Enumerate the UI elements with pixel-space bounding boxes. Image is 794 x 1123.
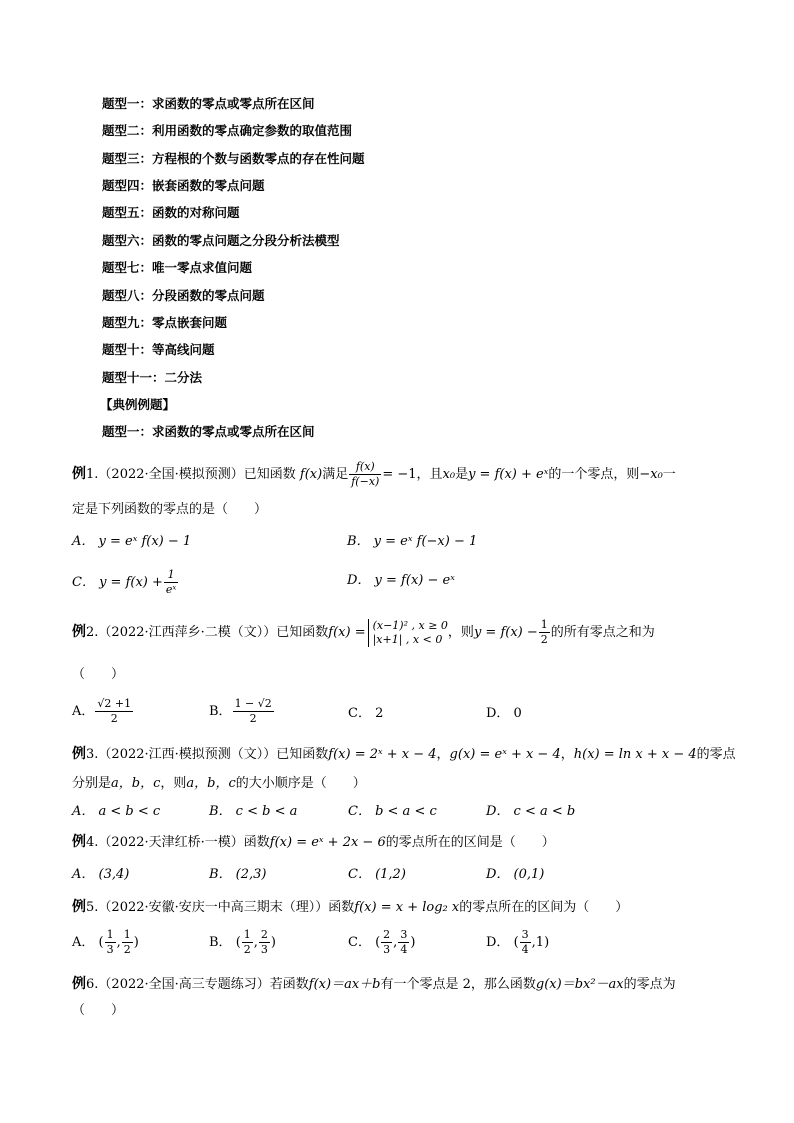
example-3-line2 bbox=[72, 775, 366, 793]
question-text: 是 bbox=[455, 467, 469, 482]
question-text: 分别是 bbox=[72, 776, 112, 791]
topic-11: 题型十一：二分法 bbox=[102, 370, 203, 385]
example-1-option-b[interactable]: B． y = eˣ f(−x) − 1 bbox=[347, 534, 478, 549]
fraction-denominator: 3 bbox=[383, 943, 391, 956]
example-4-question: 例4.（2022·天津红桥·一模）函数f(x) = eˣ + 2x − 6的零点所在的区间是（ ） bbox=[72, 834, 555, 850]
fraction bbox=[259, 928, 270, 957]
topic-10: 题型十：等高线问题 bbox=[102, 342, 215, 357]
example-number: 5 bbox=[86, 900, 95, 915]
math-expression: f(x)＝ax＋b bbox=[308, 977, 381, 992]
question-text: 的一个零点，则 bbox=[548, 467, 640, 482]
example-label: 例 bbox=[72, 466, 86, 482]
example-6-question: 例6.（2022·全国·高三专题练习）若函数f(x)＝ax＋b有一个零点是 2，那么函数g(x)＝bx²－ax的零点为 bbox=[72, 976, 676, 992]
fraction-denominator: 2 bbox=[123, 943, 131, 956]
fraction-numerator: 1 − √2 bbox=[234, 697, 272, 710]
example-3-question: 例3.（2022·江西·模拟预测（文））已知函数f(x) = 2ˣ + x − 4，g(x) = eˣ + x − 4，h(x) = ln x + x − 4的零点 bbox=[72, 746, 736, 762]
example-6-line2: （ ） bbox=[72, 1003, 125, 1018]
fraction-denominator: 4 bbox=[400, 943, 408, 956]
math-expression: y = f(x) − bbox=[473, 625, 538, 640]
section-heading: 【典例例题】 bbox=[100, 397, 176, 412]
example-3-option-d[interactable]: D． c < a < b bbox=[486, 804, 576, 819]
fraction-denominator: 2 bbox=[249, 712, 257, 725]
math-expression: f(x) = 2ˣ + x − 4 bbox=[328, 747, 437, 762]
example-4-option-a[interactable]: A． (3,4) bbox=[72, 867, 130, 882]
example-5-option-b[interactable]: B． ( $\frac{1}{2}$ , $\frac{2}{3}$ ) bbox=[209, 928, 276, 956]
fraction bbox=[381, 928, 392, 957]
example-5-option-a[interactable]: A． ( $\frac{1}{3}$ , $\frac{1}{2}$ ) bbox=[72, 928, 139, 956]
example-1-option-c[interactable] bbox=[72, 568, 179, 597]
fraction bbox=[349, 460, 381, 489]
fraction-numerator: 1 bbox=[123, 928, 131, 941]
question-text: （2022·全国·模拟预测）已知函数 bbox=[98, 467, 296, 482]
example-5-question: 例5.（2022·安徽·安庆一中高三期末（理））函数f(x) = x + log₂ x的零点所在的区间为（ ） bbox=[72, 899, 629, 915]
question-text: = −1，且 bbox=[382, 467, 443, 482]
fraction-numerator: 1 bbox=[106, 928, 114, 941]
question-text: 的大小顺序是（ ） bbox=[235, 776, 366, 791]
case-1: (x−1)² , x ≥ 0 bbox=[372, 618, 448, 632]
section-topic: 题型一：求函数的零点或零点所在区间 bbox=[102, 424, 315, 439]
case-2: |x+1| , x < 0 bbox=[372, 632, 443, 646]
fraction bbox=[105, 928, 116, 957]
fraction bbox=[95, 697, 133, 726]
topic-4: 题型四：嵌套函数的零点问题 bbox=[102, 178, 265, 193]
math-expression: f(x) = eˣ + 2x − 6 bbox=[269, 835, 386, 850]
math-expression: f(x) = x + log₂ x bbox=[354, 900, 460, 915]
example-number: 2 bbox=[86, 625, 95, 640]
question-text: 的零点 bbox=[696, 747, 736, 762]
question-text: 的零点所在的区间是（ ） bbox=[385, 835, 555, 850]
math-expression: f(x) = bbox=[328, 625, 366, 640]
example-4-option-d[interactable]: D． (0,1) bbox=[486, 867, 545, 882]
option-text: C． y = f(x) + bbox=[72, 575, 163, 590]
example-2-option-a[interactable] bbox=[72, 697, 134, 726]
question-text: 满足 bbox=[322, 467, 349, 482]
question-text: ，则 bbox=[447, 625, 474, 640]
question-text: （2022·江西·模拟预测（文））已知函数 bbox=[98, 747, 329, 762]
example-2-line2: （ ） bbox=[72, 667, 125, 682]
option-text: A． bbox=[72, 935, 95, 950]
fraction-denominator: f(−x) bbox=[351, 475, 380, 488]
question-text: 的零点所在的区间为（ ） bbox=[459, 900, 629, 915]
fraction-numerator: 1 bbox=[164, 568, 178, 583]
example-label: 例 bbox=[72, 624, 86, 640]
fraction-denominator: eˣ bbox=[165, 583, 177, 596]
example-1-option-d[interactable]: D． y = f(x) − eˣ bbox=[347, 573, 455, 588]
question-text: 一 bbox=[662, 467, 676, 482]
fraction bbox=[520, 928, 531, 957]
example-3-option-b[interactable]: B． c < b < a bbox=[209, 804, 298, 819]
example-number: 6 bbox=[86, 977, 95, 992]
piecewise-cases bbox=[368, 619, 448, 647]
option-text: B． bbox=[209, 935, 232, 950]
question-text: 有一个零点是 2，那么函数 bbox=[380, 977, 536, 992]
fraction-denominator: 4 bbox=[521, 943, 529, 956]
math-expression: a，b，c bbox=[111, 776, 161, 791]
math-expression: f(x) bbox=[299, 467, 323, 482]
interval-endpoint: 1 bbox=[535, 935, 545, 950]
math-expression: a，b，c bbox=[186, 776, 236, 791]
fraction-denominator: 3 bbox=[260, 943, 268, 956]
example-2-option-b[interactable] bbox=[209, 697, 275, 726]
math-expression: x₀ bbox=[442, 467, 456, 482]
example-1-question: 例1.（2022·全国·模拟预测）已知函数 f(x)满足 $\frac{f(x)}{f(-x)}$ = −1，且x₀是y = f(x) + eˣ的一个零点，则−x₀一 bbox=[72, 460, 676, 488]
example-1-option-a[interactable]: A． y = eˣ f(x) − 1 bbox=[72, 534, 192, 549]
example-2-option-c[interactable]: C． 2 bbox=[348, 706, 384, 721]
example-3-option-a[interactable]: A． a < b < c bbox=[72, 804, 161, 819]
example-5-option-c[interactable]: C． ( $\frac{2}{3}$ , $\frac{3}{4}$ ) bbox=[348, 928, 416, 956]
example-1-line2: 定是下列函数的零点的是（ ） bbox=[72, 502, 268, 517]
example-number: 4 bbox=[86, 835, 95, 850]
fraction-numerator: √2 +1 bbox=[97, 697, 132, 710]
option-text: A． bbox=[72, 704, 95, 719]
topic-9: 题型九：零点嵌套问题 bbox=[102, 315, 228, 330]
fraction bbox=[164, 568, 178, 597]
math-expression: h(x) = ln x + x − 4 bbox=[573, 747, 697, 762]
fraction bbox=[122, 928, 133, 957]
fraction-numerator: 3 bbox=[400, 928, 408, 941]
fraction-denominator: 2 bbox=[110, 712, 118, 725]
fraction-numerator: 1 bbox=[540, 618, 548, 631]
example-label: 例 bbox=[72, 834, 86, 850]
math-expression: −x₀ bbox=[639, 467, 663, 482]
fraction-numerator: 3 bbox=[521, 928, 529, 941]
fraction-numerator: 2 bbox=[260, 928, 268, 941]
example-5-option-d[interactable]: D． ( $\frac{3}{4}$ ,1) bbox=[486, 928, 550, 956]
question-text: （2022·天津红桥·一模）函数 bbox=[98, 835, 270, 850]
option-text: D． bbox=[486, 935, 510, 950]
fraction bbox=[233, 697, 274, 726]
topic-8: 题型八：分段函数的零点问题 bbox=[102, 288, 265, 303]
example-number: 3 bbox=[86, 747, 95, 762]
topic-1: 题型一：求函数的零点或零点所在区间 bbox=[102, 96, 315, 111]
fraction-numerator: 1 bbox=[243, 928, 251, 941]
example-label: 例 bbox=[72, 899, 86, 915]
topic-7: 题型七：唯一零点求值问题 bbox=[102, 260, 253, 275]
example-label: 例 bbox=[72, 746, 86, 762]
fraction-denominator: 2 bbox=[243, 943, 251, 956]
fraction bbox=[242, 928, 253, 957]
question-text: ， bbox=[436, 747, 450, 762]
example-label: 例 bbox=[72, 976, 86, 992]
fraction-denominator: 3 bbox=[106, 943, 114, 956]
option-text: B． bbox=[209, 704, 232, 719]
question-text: （2022·全国·高三专题练习）若函数 bbox=[98, 977, 309, 992]
fraction-numerator: f(x) bbox=[349, 460, 381, 475]
question-text: 的所有零点之和为 bbox=[550, 625, 655, 640]
example-2-option-d[interactable]: D． 0 bbox=[486, 706, 522, 721]
fraction-numerator: 2 bbox=[383, 928, 391, 941]
topic-5: 题型五：函数的对称问题 bbox=[102, 205, 240, 220]
math-expression: y = f(x) + eˣ bbox=[468, 467, 549, 482]
option-text: C． bbox=[348, 935, 371, 950]
topic-3: 题型三：方程根的个数与函数零点的存在性问题 bbox=[102, 151, 365, 166]
example-2-question: 例2.（2022·江西萍乡·二模（文））已知函数f(x) = (x−1)² , x ≥ 0 |x+1| , x < 0 ，则y = f(x) − $\frac{1}{2}$ 的所有零点之和为 bbox=[72, 618, 655, 646]
math-expression: g(x) = eˣ + x − 4 bbox=[449, 747, 561, 762]
example-4-option-b[interactable]: B． (2,3) bbox=[209, 867, 267, 882]
question-text: ，则 bbox=[160, 776, 187, 791]
question-text: ， bbox=[560, 747, 574, 762]
example-number: 1 bbox=[86, 467, 95, 482]
question-text: 的零点为 bbox=[623, 977, 676, 992]
question-text: （2022·安徽·安庆一中高三期末（理））函数 bbox=[98, 900, 355, 915]
example-4-option-c[interactable]: C． (1,2) bbox=[348, 867, 406, 882]
topic-2: 题型二：利用函数的零点确定参数的取值范围 bbox=[102, 123, 353, 138]
example-3-option-c[interactable]: C． b < a < c bbox=[348, 804, 437, 819]
math-expression: g(x)＝bx²－ax bbox=[535, 977, 624, 992]
fraction-denominator: 2 bbox=[540, 633, 548, 646]
topic-6: 题型六：函数的零点问题之分段分析法模型 bbox=[102, 233, 340, 248]
fraction bbox=[398, 928, 409, 957]
question-text: （2022·江西萍乡·二模（文））已知函数 bbox=[98, 625, 329, 640]
fraction bbox=[539, 618, 550, 647]
